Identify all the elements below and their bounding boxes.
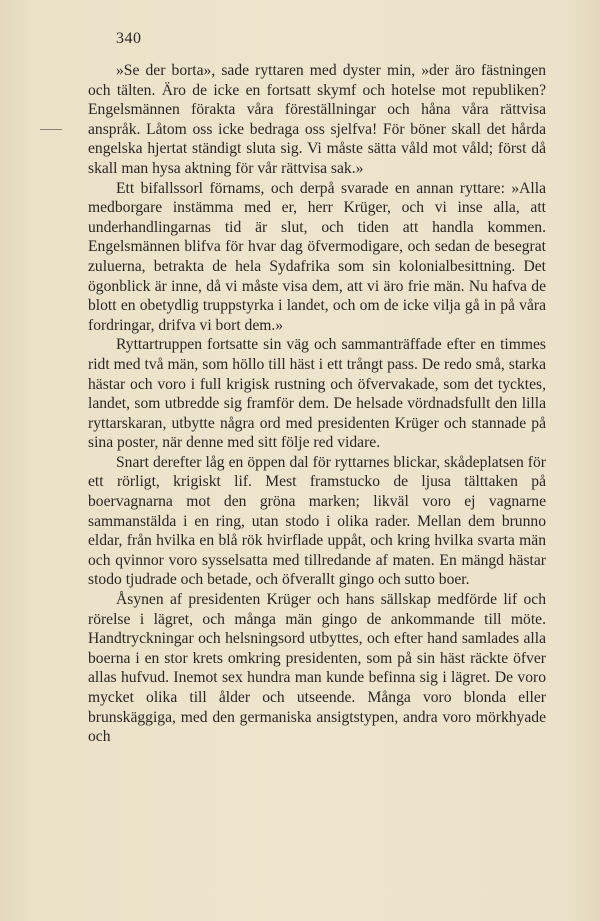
paragraph-4: Snart derefter låg en öppen dal för ryttarnes blickar, skådeplatsen för ett rörligt, krigiskt lif. Mest framstucko de ljusa tälttaken på boervagnarna mot den gröna marken; likväl voro ej vagnarne sammanstälda i en ring, utan stodo i olika rader. Mellan dem brunno eldar, från hvilka en blå rök hvirflade uppåt, och kring hvilka svarta män och qvinnor voro sysselsatta med tillredande af maten. En mängd hästar stodo tjudrade och betade, och öfverallt gingo och sutto boer. [88,453,546,589]
paragraph-1: »Se der borta», sade ryttaren med dyster min, »der äro fästningen och tälten. Äro de icke en fortsatt skymf och hotelse mot republiken? Engelsmännen förakta våra föreställningar och håna våra rättvisa anspråk. Låtom oss icke bedraga oss sjelfva! För böner skall det hårda engelska hjertat ständigt sluta sig. Vi måste sätta våld mot våld; först då skall man hysa aktning för vår rättvisa sak.» [88,62,546,177]
paragraph-2: Ett bifallssorl förnams, och derpå svarade en annan ryttare: »Alla medborgare instämma med er, herr Krüger, och vi inse alla, att underhandlingarnas tid är slut, och tiden att handla kommen. Engelsmännen blifva för hvar dag öfvermodigare, och sedan de besegrat zuluerna, betrakta de hela Sydafrika som sin kolonialbesittning. Det ögonblick är inne, då vi måste visa dem, att vi äro frie män. Nu hafva de blott en obetydlig truppstyrka i landet, och om de icke vilja gå in på våra fordringar, drifva vi bort dem.» [88,179,546,334]
margin-pencil-mark [40,129,62,130]
paragraph-5: Åsynen af presidenten Krüger och hans sällskap medförde lif och rörelse i lägret, och många män gingo de ankommande till möte. Handtryckningar och helsningsord utbyttes, och efter hand samlades alla boerna i en stor krets omkring presidenten, som på sin häst räckte öfver allas hufvud. Inemot sex hundra man kunde befinna sig i lägret. De voro mycket olika till ålder och utseende. Många voro blonda eller brunskäggiga, med den germaniska ansigtstypen, andra voro mörkhyade och [88,591,546,746]
page-number: 340 [116,30,142,47]
body-text [88,61,546,747]
paragraph-3: Ryttartruppen fortsatte sin väg och sammanträffade efter en timmes ridt med två män, som höllo till häst i ett trångt pass. De redo små, starka hästar och voro i full krigisk rustning och öfvervakade, som det tycktes, landet, som utbredde sig framför dem. De helsade vördnadsfullt den lilla ryttarskaran, utbytte några ord med presidenten Krüger och stannade på sina poster, när denne med sitt följe red vidare. [88,336,546,452]
